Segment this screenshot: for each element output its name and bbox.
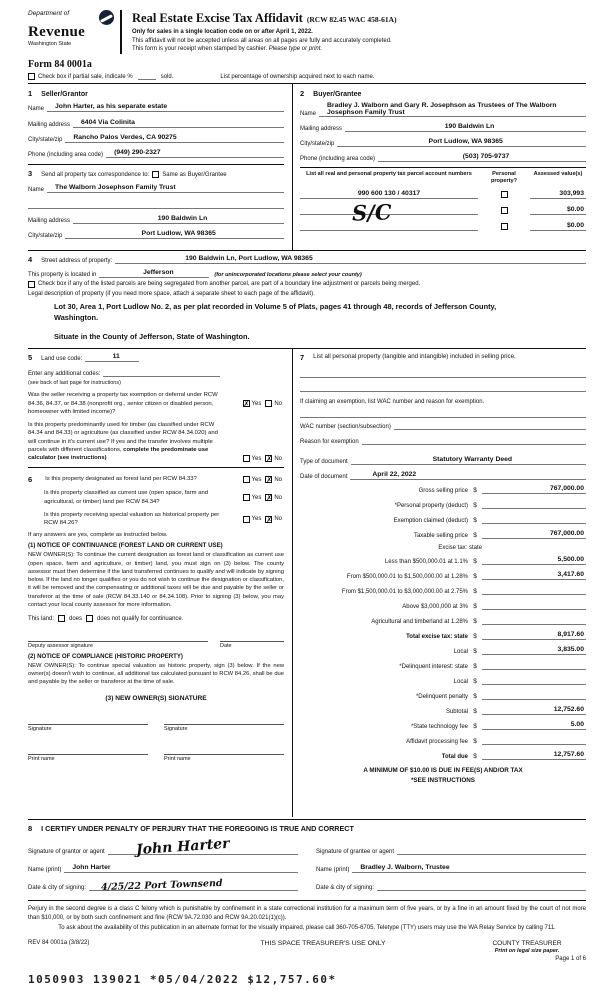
deputy-date-field[interactable]	[220, 632, 284, 642]
footer-row	[28, 940, 586, 962]
same-as-buyer-label: Same as Buyer/Grantee	[162, 172, 227, 179]
dollar-sign: $	[473, 678, 477, 686]
new-owner-signature-field-2[interactable]	[164, 715, 284, 725]
ownership-note: List percentage of ownership acquired next to each name.	[220, 74, 375, 81]
deputy-date-label: Date	[220, 643, 232, 649]
grantor-signature-field[interactable]	[108, 836, 298, 859]
partial-sale-row	[28, 73, 586, 80]
logo-state-text: Washington State	[28, 41, 72, 47]
buyer-city-field[interactable]: Port Ludlow, WA 98365	[337, 138, 586, 147]
historic-answer	[228, 511, 284, 528]
historic-question-text: Is this property receiving special valuation as historical property per RCW 84.26?	[44, 511, 220, 527]
assessed-value-field-2[interactable]: $0.00	[530, 206, 586, 215]
land-use-column	[28, 349, 292, 817]
logo-row	[28, 10, 114, 25]
grantor-print-name-field[interactable]: John Harter	[64, 864, 298, 873]
dollar-sign: $	[473, 708, 477, 716]
personal-property-cell-3	[482, 223, 526, 231]
bracket-3-label: From $1,500,000.01 to $3,000,000.00 at 2.75%	[341, 589, 468, 596]
correspondence-name-label: Name	[28, 187, 45, 194]
minimum-due-note	[300, 766, 586, 785]
assessed-value-field-1[interactable]: 303,993	[530, 190, 586, 199]
personal-property-cell-2	[482, 207, 526, 215]
gross-selling-price-label: Gross selling price	[418, 488, 468, 495]
parcel-row-3	[300, 221, 586, 231]
section-8-number: 8	[28, 824, 33, 834]
land-does-not-label: does not qualify for continuance.	[97, 615, 184, 622]
gross-selling-price-field[interactable]: 767,000.00	[482, 485, 586, 494]
document-date-field[interactable]: April 22, 2022	[350, 471, 586, 480]
correspondence-city-label: City/state/zip	[28, 233, 63, 240]
wac-number-field[interactable]	[394, 421, 586, 430]
situate-text: Situate in the County of Jefferson, State of Washington.	[54, 332, 250, 342]
parcel-row-1	[300, 189, 586, 199]
agricultural-field[interactable]	[482, 616, 586, 625]
land-does-checkbox[interactable]	[58, 615, 65, 622]
seller-column	[28, 84, 292, 250]
section-3-number: 3	[28, 169, 33, 179]
logo-revenue-text: Revenue	[28, 24, 86, 40]
bracket-1-label: Less than $500,000.01 at 1.1%	[384, 559, 468, 566]
header-note-3-italic: Please type or print.	[268, 46, 323, 53]
forest-yes-checkbox[interactable]	[243, 476, 250, 483]
dollar-sign: $	[473, 723, 477, 731]
land-qualify-label: This land:	[28, 615, 55, 622]
assessed-value-field-3[interactable]: $0.00	[530, 222, 586, 231]
dollar-sign: $	[473, 648, 477, 656]
current-use-yes-checkbox[interactable]	[243, 494, 250, 501]
exemption-claimed-field[interactable]	[482, 515, 586, 524]
county-treasurer-label: COUNTY TREASURER	[492, 940, 562, 948]
land-does-label: does	[69, 615, 83, 622]
grantee-certification-column	[316, 838, 586, 898]
header-note-3	[132, 45, 586, 54]
new-owner-print-cell-2	[164, 745, 284, 762]
exemption-answer	[228, 400, 284, 407]
state-technology-fee-field[interactable]: 5.00	[482, 721, 586, 730]
dollar-sign: $	[473, 738, 477, 746]
dollar-sign: $	[473, 753, 477, 761]
handwritten-sc-annotation: S/C	[351, 199, 392, 226]
delinquent-interest-state-label: *Delinquent interest: state	[399, 664, 468, 671]
personal-property-checkbox-1[interactable]	[501, 191, 508, 198]
legal-description-label: Legal description of property (if you need more space, attach a separate sheet to each page of the affidavit).	[28, 291, 315, 298]
section-4-number: 4	[28, 255, 33, 265]
grantor-signature-label: Signature of grantor or agent	[28, 849, 105, 856]
buyer-mailing-field[interactable]: 190 Baldwin Ln	[345, 123, 586, 132]
delinquent-interest-state-field[interactable]	[482, 661, 586, 670]
affidavit-processing-fee-label: Affidavit processing fee	[406, 739, 468, 746]
deputy-assessor-label: Deputy assessor signature	[28, 643, 94, 649]
dollar-sign: $	[473, 573, 477, 581]
new-owner-signature-title: (3) NEW OWNER(S) SIGNATURE	[105, 694, 207, 702]
affidavit-processing-fee-field[interactable]	[482, 736, 586, 745]
current-use-no-label: No	[274, 494, 282, 501]
additional-codes-note: (see back of last page for instructions)	[28, 380, 121, 387]
timber-no-checkbox[interactable]: ✗	[266, 455, 273, 464]
buyer-phone-label: Phone (including area code)	[300, 156, 376, 163]
minimum-due-line-2: *SEE INSTRUCTIONS	[410, 776, 476, 784]
state-technology-fee-label: *State technology fee	[410, 724, 468, 731]
seller-mailing-field[interactable]: 6404 Via Colinita	[73, 119, 284, 128]
continuance-section	[28, 467, 284, 761]
exemption-question	[28, 391, 284, 416]
parcel-number-field-1[interactable]: 990 600 130 / 40317	[300, 190, 478, 199]
exemption-no-checkbox[interactable]	[265, 400, 272, 407]
timber-yes-label: Yes	[251, 455, 262, 462]
certify-statement: I CERTIFY UNDER PENALTY OF PERJURY THAT THE FOREGOING IS TRUE AND CORRECT	[41, 824, 354, 834]
excise-tax-state-header: Excise tax: state	[438, 545, 482, 552]
current-use-question-text: Is this property classified as current use (open space, farm and agricultural, or timber) land per RCW 84.34?	[44, 490, 209, 505]
historic-question	[28, 511, 284, 528]
notice-compliance-title: (2) NOTICE OF COMPLIANCE (HISTORIC PROPERTY)	[28, 653, 183, 660]
bracket-2-field[interactable]: 3,417.60	[482, 571, 586, 580]
deputy-date-cell	[220, 632, 284, 649]
additional-codes-label: Enter any additional codes:	[28, 371, 101, 378]
buyer-phone-field[interactable]: (503) 705-9737	[378, 153, 586, 162]
if-yes-note: If any answers are yes, complete as instructed below.	[28, 532, 168, 539]
historic-no-checkbox[interactable]: ✗	[266, 515, 273, 524]
bracket-2-label: From $500,000.01 to $1,500,000.00 at 1.28%	[346, 574, 468, 581]
certification-section	[28, 819, 586, 898]
dor-logo	[28, 10, 122, 54]
dollar-sign: $	[473, 558, 477, 566]
current-use-yes-label: Yes	[251, 494, 262, 501]
buyer-name-field[interactable]: Bradley J. Walborn and Gary R. Josephson as Trustees of The Walborn Josephson Family Trust	[319, 102, 586, 117]
land-use-code-field[interactable]: 11	[85, 353, 139, 362]
deputy-signature-cell	[28, 632, 208, 649]
new-owner-print-field-2[interactable]	[164, 745, 284, 755]
current-use-question	[28, 489, 284, 506]
header-title-block	[132, 10, 586, 54]
parcel-row-2	[300, 205, 586, 215]
buyer-city-label: City/state/zip	[300, 141, 335, 148]
segregated-note: Check box if any of the listed parcels are being segregated from another parcel, are part of a boundary line adjustment or parcels being merged.	[38, 281, 421, 288]
correspondence-label: Send all property tax correspondence to:	[41, 172, 150, 179]
total-due-field[interactable]: 12,757.60	[482, 751, 586, 760]
land-use-label: Land use code:	[41, 356, 83, 363]
logo-dept-text: Department of	[28, 10, 70, 17]
legal-size-note: Print on legal size paper.	[494, 948, 560, 955]
timber-question-part2: complete the predominate use calculator (see instructions)	[28, 446, 209, 462]
page-number: Page 1 of 6	[555, 956, 586, 963]
dollar-sign: $	[473, 487, 477, 495]
bracket-3-field[interactable]	[482, 586, 586, 595]
forest-land-answer	[228, 475, 284, 484]
accessibility-notice: To ask about the availability of this publication in an alternate format for the visually impaired, please call 360-705-6705. Teletype (TTY) users may use the WA Relay Service by calling 711.	[58, 925, 556, 932]
exemption-claimed-label: Exemption claimed (deduct)	[393, 518, 468, 525]
buyer-column	[292, 84, 586, 250]
document-type-label: Type of document	[300, 459, 348, 466]
grantee-print-name-field[interactable]: Bradley J. Walborn, Trustee	[352, 864, 586, 873]
assessed-value-header: Assessed value(s)	[533, 171, 583, 178]
dollar-sign: $	[473, 532, 477, 540]
partial-sale-percent-field[interactable]	[138, 73, 156, 80]
segregated-row	[28, 281, 586, 288]
subtotal-field[interactable]: 12,752.60	[482, 706, 586, 715]
current-use-no-checkbox[interactable]: ✗	[266, 494, 273, 503]
grantee-date-city-label: Date & city of signing:	[316, 885, 375, 892]
perjury-notice: Perjury in the second degree is a class C felony which is punishable by confinement in a state correctional institution for a maximum term of five years, or by a fine in an amount fixed by the court of not more than $10,000, or by both such confinement and fine (RCW 9A.72.030 and RCW 9A.20.021(1)(c)).	[28, 900, 586, 922]
seller-city-label: City/state/zip	[28, 137, 63, 144]
total-excise-state-field[interactable]: 8,917.60	[482, 631, 586, 640]
print-name-label-1: Print name	[28, 755, 55, 762]
buyer-mailing-label: Mailing address	[300, 126, 343, 133]
forest-no-label: No	[274, 476, 282, 483]
current-use-answer	[228, 489, 284, 506]
personal-property-line-2[interactable]	[300, 380, 586, 392]
notice-continuance-title: (1) NOTICE OF CONTINUANCE (FOREST LAND OR CURRENT USE)	[28, 542, 223, 550]
land-qualify-row	[28, 615, 284, 622]
bracket-1-field[interactable]: 5,500.00	[482, 556, 586, 565]
deputy-assessor-row	[28, 632, 284, 649]
grantee-print-name-label: Name (print)	[316, 867, 350, 874]
dor-logo-icon	[99, 10, 114, 25]
form-title-rcw: (RCW 82.45 WAC 458-61A)	[306, 15, 397, 24]
street-address-label: Street address of property:	[41, 258, 113, 265]
correspondence-section	[28, 164, 284, 239]
minimum-due-line-1: A MINIMUM OF $10.00 IS DUE IN FEE(S) AND/OR TAX	[363, 767, 523, 775]
grantor-certification-column	[28, 838, 298, 898]
notice-continuance-body: NEW OWNER(S): To continue the current designation as forest land or classification as current use (open space, farm and agriculture, or timber) land, you must sign on (3) below. The county assessor must then determine if the land transferred continues to qualify and will indicate by signing below. If the land no longer qualifies or you do not wish to continue the designation or classification, it will be removed and the compensating or additional taxes will be due and payable by the seller or transferor at the time of sale (RCW 84.33.140 or 84.34.108). Prior to signing (3) below, you may contact your local county assessor for more information.	[28, 552, 284, 608]
print-name-label-2: Print name	[164, 755, 191, 762]
logo-swoosh-shape	[100, 14, 113, 23]
parcel-table	[300, 167, 586, 231]
correspondence-name-field[interactable]: The Walborn Josephson Family Trust	[47, 184, 284, 193]
timber-question	[28, 421, 284, 462]
bracket-4-field[interactable]	[482, 601, 586, 610]
delinquent-penalty-label: *Delinquent penalty	[415, 694, 468, 701]
selling-price-column	[292, 349, 586, 817]
personal-property-deduct-field[interactable]	[482, 500, 586, 509]
partial-sale-label: Check box if partial sale, indicate %	[38, 74, 133, 81]
tax-details-block	[28, 349, 586, 817]
exemption-claim-line[interactable]	[300, 406, 586, 418]
wac-number-label: WAC number (section/subsection)	[300, 424, 391, 431]
bracket-4-label: Above $3,000,000 at 3%	[402, 604, 468, 611]
grantor-print-name-label: Name (print)	[28, 867, 62, 874]
parcel-numbers-header: List all real and personal property tax parcel account numbers	[306, 171, 472, 178]
legal-description-text: Lot 30, Area 1, Port Ludlow No. 2, as per plat recorded in Volume 5 of Plats, pages 41 through 48, records of Jefferson County, Washington.	[54, 302, 497, 323]
delinquent-interest-local-label: Local	[453, 679, 468, 686]
dollar-sign: $	[473, 633, 477, 641]
timber-answer	[228, 455, 284, 462]
grantor-handwritten-signature: John Harter	[135, 836, 230, 859]
subtotal-label: Subtotal	[445, 709, 468, 716]
forest-land-question	[28, 475, 284, 484]
personal-property-cell-1	[482, 191, 526, 199]
taxable-selling-price-label: Taxable selling price	[413, 533, 468, 540]
exemption-yes-label: Yes	[251, 400, 262, 407]
exemption-yes-checkbox[interactable]: ✗	[243, 400, 250, 409]
header-note-2: This affidavit will not be accepted unless all areas on all pages are fully and accurately completed.	[132, 37, 392, 44]
timber-question-text	[28, 421, 224, 462]
personal-property-line-1[interactable]	[300, 366, 586, 378]
personal-property-header: Personal property?	[490, 171, 518, 185]
seller-name-field[interactable]: John Harter, as his separate estate	[47, 103, 284, 112]
historic-no-label: No	[274, 516, 282, 523]
personal-property-checkbox-2[interactable]	[501, 207, 508, 214]
dollar-sign: $	[473, 618, 477, 626]
dollar-sign: $	[473, 588, 477, 596]
document-type-field[interactable]: Statutory Warranty Deed	[351, 456, 586, 465]
seller-phone-label: Phone (including area code)	[28, 152, 104, 159]
personal-property-intro: List all personal property (tangible and intangible) included in selling price.	[313, 353, 516, 361]
delinquent-penalty-field[interactable]	[482, 691, 586, 700]
treasurer-receipt-stamp: 1050903 139021 *05/04/2022 $12,757.60*	[28, 973, 337, 987]
new-owner-signature-field-1[interactable]	[28, 715, 148, 725]
section-1-title: Seller/Grantor	[41, 91, 88, 99]
form-number: Form 84 0001a	[28, 59, 92, 71]
local-tax-label: Local	[453, 649, 468, 656]
land-does-not-checkbox[interactable]	[86, 615, 93, 622]
timber-no-label: No	[274, 455, 282, 462]
segregated-checkbox[interactable]	[28, 281, 35, 288]
treasurer-space-label: THIS SPACE TREASURER'S USE ONLY	[260, 940, 386, 948]
personal-property-checkbox-3[interactable]	[501, 223, 508, 230]
forest-land-question-text: Is this property designated as forest land per RCW 84.33?	[45, 476, 197, 483]
correspondence-city-field[interactable]: Port Ludlow, WA 98365	[65, 230, 284, 239]
partial-sale-checkbox[interactable]	[28, 73, 35, 80]
seller-phone-field[interactable]: (949) 290-2327	[106, 149, 284, 158]
located-in-field[interactable]: Jefferson	[99, 269, 209, 278]
exemption-question-text: Was the seller receiving a property tax exemption or deferral under RCW 84.36, 84.37, or 84.38 (nonprofit org., senior citizen or disabled person, homeowner with limited income)?	[28, 392, 218, 415]
forest-yes-label: Yes	[251, 476, 262, 483]
signature-label-2: Signature	[164, 725, 188, 732]
agricultural-label: Agricultural and timberland at 1.28%	[371, 619, 468, 626]
section-5-number: 5	[28, 353, 33, 363]
historic-yes-checkbox[interactable]	[243, 516, 250, 523]
new-owner-signature-cell-1	[28, 715, 148, 732]
header-note-3-text: This form is your receipt when stamped by cashier.	[132, 46, 269, 53]
grantee-signature-label: Signature of grantee or agent	[316, 849, 395, 856]
seller-mailing-label: Mailing address	[28, 122, 71, 129]
total-due-label: Total due	[441, 754, 468, 761]
grantor-date-city-field[interactable]	[89, 877, 298, 893]
partial-sale-suffix: sold.	[160, 74, 174, 81]
parcel-table-header	[300, 171, 586, 185]
delinquent-interest-local-field[interactable]	[482, 676, 586, 685]
dollar-sign: $	[473, 502, 477, 510]
taxable-selling-price-field[interactable]: 767,000.00	[482, 530, 586, 539]
signature-label-1: Signature	[28, 725, 52, 732]
additional-codes-field[interactable]	[103, 368, 220, 377]
grantee-signature-field[interactable]	[397, 846, 586, 855]
street-address-field[interactable]: 190 Baldwin Ln, Port Ludlow, WA 98365	[115, 255, 586, 264]
seller-city-field[interactable]: Rancho Palos Verdes, CA 90275	[65, 134, 284, 143]
section-1-number: 1	[28, 89, 33, 99]
section-2-number: 2	[300, 89, 305, 99]
grantor-date-city-label: Date & city of signing:	[28, 885, 87, 892]
section-7-number: 7	[300, 353, 305, 363]
footer-right-block	[468, 940, 586, 962]
buyer-name-label: Name	[300, 111, 317, 118]
dollar-sign: $	[473, 517, 477, 525]
historic-yes-label: Yes	[251, 516, 262, 523]
new-owner-print-field-1[interactable]	[28, 745, 148, 755]
seller-name-label: Name	[28, 106, 45, 113]
grantee-date-city-field[interactable]	[377, 882, 586, 891]
correspondence-blank-line[interactable]	[28, 200, 284, 209]
timber-yes-checkbox[interactable]	[243, 455, 250, 462]
deputy-assessor-signature-field[interactable]	[28, 632, 208, 642]
total-excise-state-label: Total excise tax: state	[406, 634, 468, 641]
exemption-no-label: No	[274, 400, 282, 407]
correspondence-mailing-field[interactable]: 190 Baldwin Ln	[73, 215, 284, 224]
section-2-title: Buyer/Grantee	[313, 91, 362, 99]
correspondence-mailing-label: Mailing address	[28, 218, 71, 225]
new-owner-signature-cell-2	[164, 715, 284, 732]
new-owner-print-cell-1	[28, 745, 148, 762]
forest-no-checkbox[interactable]: ✗	[266, 476, 273, 485]
header-note-1: Only for sales in a single location code on or after April 1, 2022.	[132, 29, 313, 35]
new-owner-print-row	[28, 745, 284, 762]
timber-question-part1: Is this property predominantly used for timber (as classified under RCW 84.34 and 84.33) or agriculture (as classified under RCW 84.34.020) and will continue in it's current use? If yes and the transfer involves multiple parcels with different classifications,	[28, 422, 218, 453]
exemption-reason-label: Reason for exemption	[300, 439, 359, 446]
grantor-handwritten-date-city: 4/25/22 Port Townsend	[100, 877, 223, 893]
same-as-buyer-checkbox[interactable]	[152, 171, 159, 178]
local-tax-field[interactable]: 3,835.00	[482, 646, 586, 655]
form-title: Real Estate Excise Tax Affidavit	[132, 11, 303, 25]
section-6-number: 6	[28, 475, 33, 485]
notice-compliance-body: NEW OWNER(S): To continue special valuation as historic property, sign (3) below. If the new owner(s) doesn't wish to continue, all additional tax calculated pursuant to RCW 84.26, shall be due and payable by the seller or transferor at the time of sale.	[28, 663, 284, 686]
dollar-sign: $	[473, 663, 477, 671]
document-date-label: Date of document	[300, 474, 348, 481]
dollar-sign: $	[473, 693, 477, 701]
rev-number: REV 84 0001a (3/8/22)	[28, 940, 90, 947]
form-header	[28, 10, 586, 57]
parties-block	[28, 83, 586, 251]
exemption-reason-field[interactable]	[362, 436, 586, 445]
new-owner-signature-row	[28, 715, 284, 732]
property-section	[28, 251, 586, 349]
personal-property-deduct-label: *Personal property (deduct)	[394, 503, 468, 510]
located-in-note: (for unincorporated locations please select your county)	[214, 272, 362, 279]
exemption-claim-note: If claiming an exemption, list WAC number and reason for exemption.	[300, 399, 485, 406]
located-in-label: This property is located in	[28, 272, 97, 279]
dollar-sign: $	[473, 603, 477, 611]
